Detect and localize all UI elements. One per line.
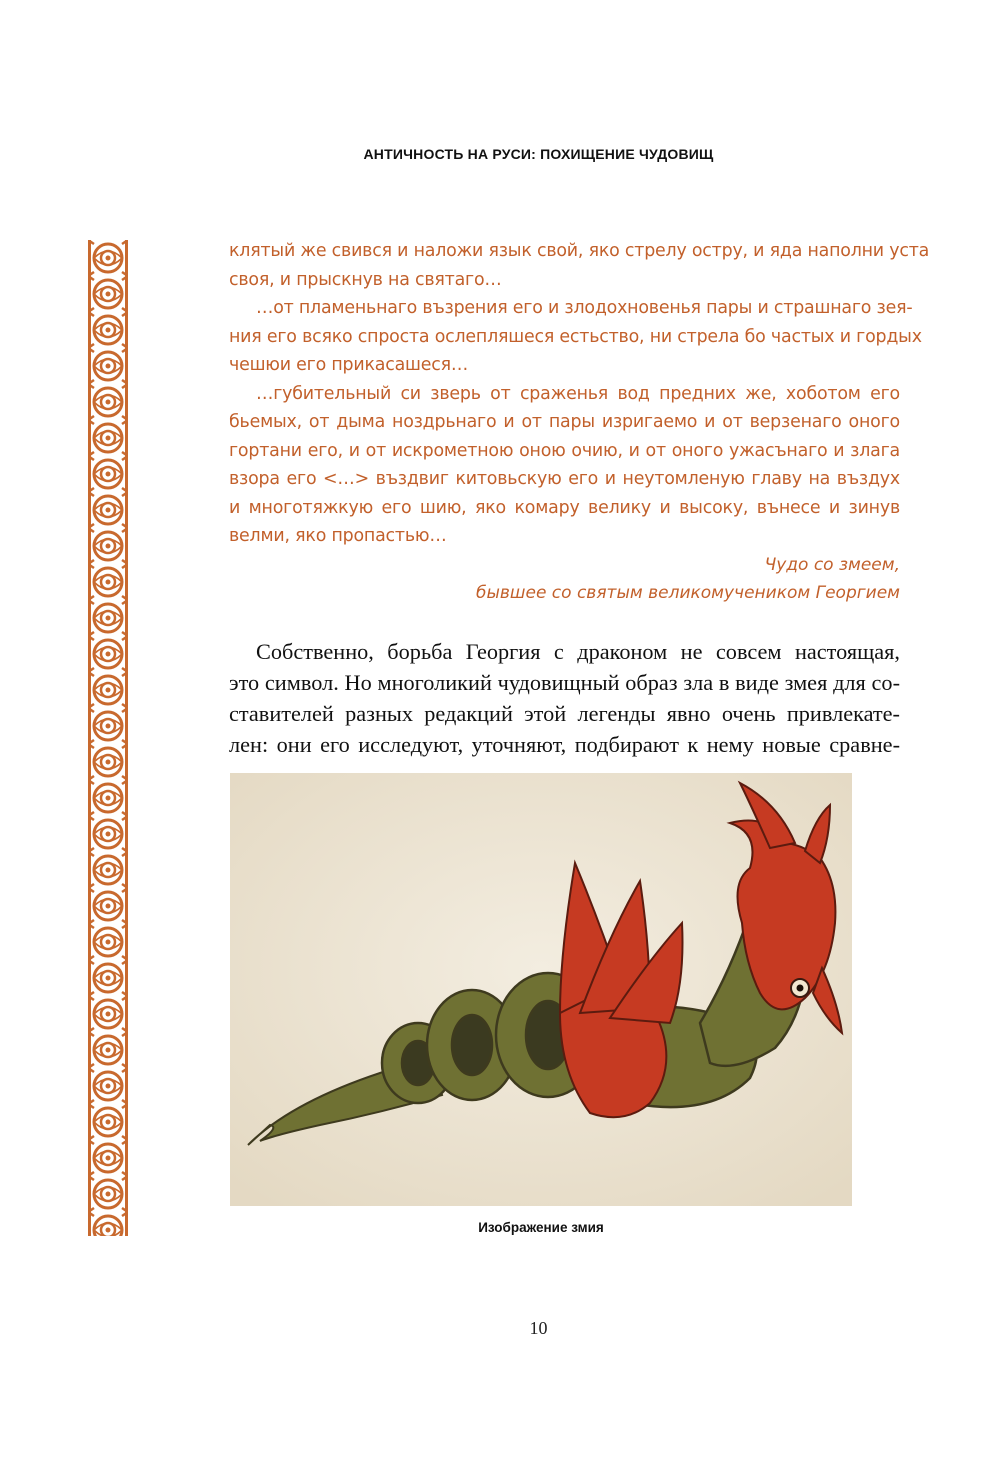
quote-line: клятый же свився и наложи язык свой, яко стрелу остру, и яда наполни уста	[229, 241, 930, 261]
attribution-source: бывшее со святым великомучеником Георгием	[476, 583, 900, 603]
page-number: 10	[529, 1318, 548, 1338]
serpent-illustration	[230, 773, 852, 1206]
body-line: ставителей разных редакций этой легенды явно очень привлекате-	[229, 701, 900, 726]
decorative-border-ornament	[88, 240, 128, 1236]
quote-line: и многотяжкую его шию, яко комару велику и высоку, вънесе и зинув	[229, 497, 900, 518]
body-line: лен: они его исследуют, уточняют, подбирают к нему новые сравне-	[229, 732, 900, 757]
attribution-title: Чудо со змеем,	[764, 555, 900, 575]
quote-line: …губительный си зверь от сраженья вод предних же, хоботом его	[256, 383, 900, 404]
quote-line: ния его всяко спроста ослепляшеся естьство, ни стрела бо частых и гордых	[229, 326, 922, 347]
quote-line: велми, яко пропастью…	[229, 526, 447, 546]
body-line: Собственно, борьба Георгия с драконом не совсем настоящая,	[256, 639, 900, 664]
quote-line: бьемых, от дыма ноздрьнаго и от пары изригаемо и от верзенаго оного	[229, 412, 900, 432]
quote-line: чешюи его прикасашеся…	[229, 355, 469, 375]
quote-line: гортани его, и от искрометною оною очию, и от оного ужасънаго и злага	[229, 440, 900, 461]
quote-line: взора его <…> въздвиг китовьскую его и неутомленую главу на въздух	[229, 469, 900, 489]
body-line: это символ. Но многоликий чудовищный образ зла в виде змея для со-	[229, 670, 900, 695]
body-paragraph	[229, 636, 900, 760]
running-header: АНТИЧНОСТЬ НА РУСИ: ПОХИЩЕНИЕ ЧУДОВИЩ	[363, 146, 714, 162]
quote-attribution	[300, 551, 900, 607]
quote-line: своя, и прыскнув на святаго…	[229, 269, 502, 290]
quotation-block	[229, 237, 930, 551]
figure-caption: Изображение змия	[478, 1220, 604, 1235]
quote-line: …от пламеньнаго възрения его и злодохновенья пары и страшнаго зея-	[256, 298, 913, 318]
